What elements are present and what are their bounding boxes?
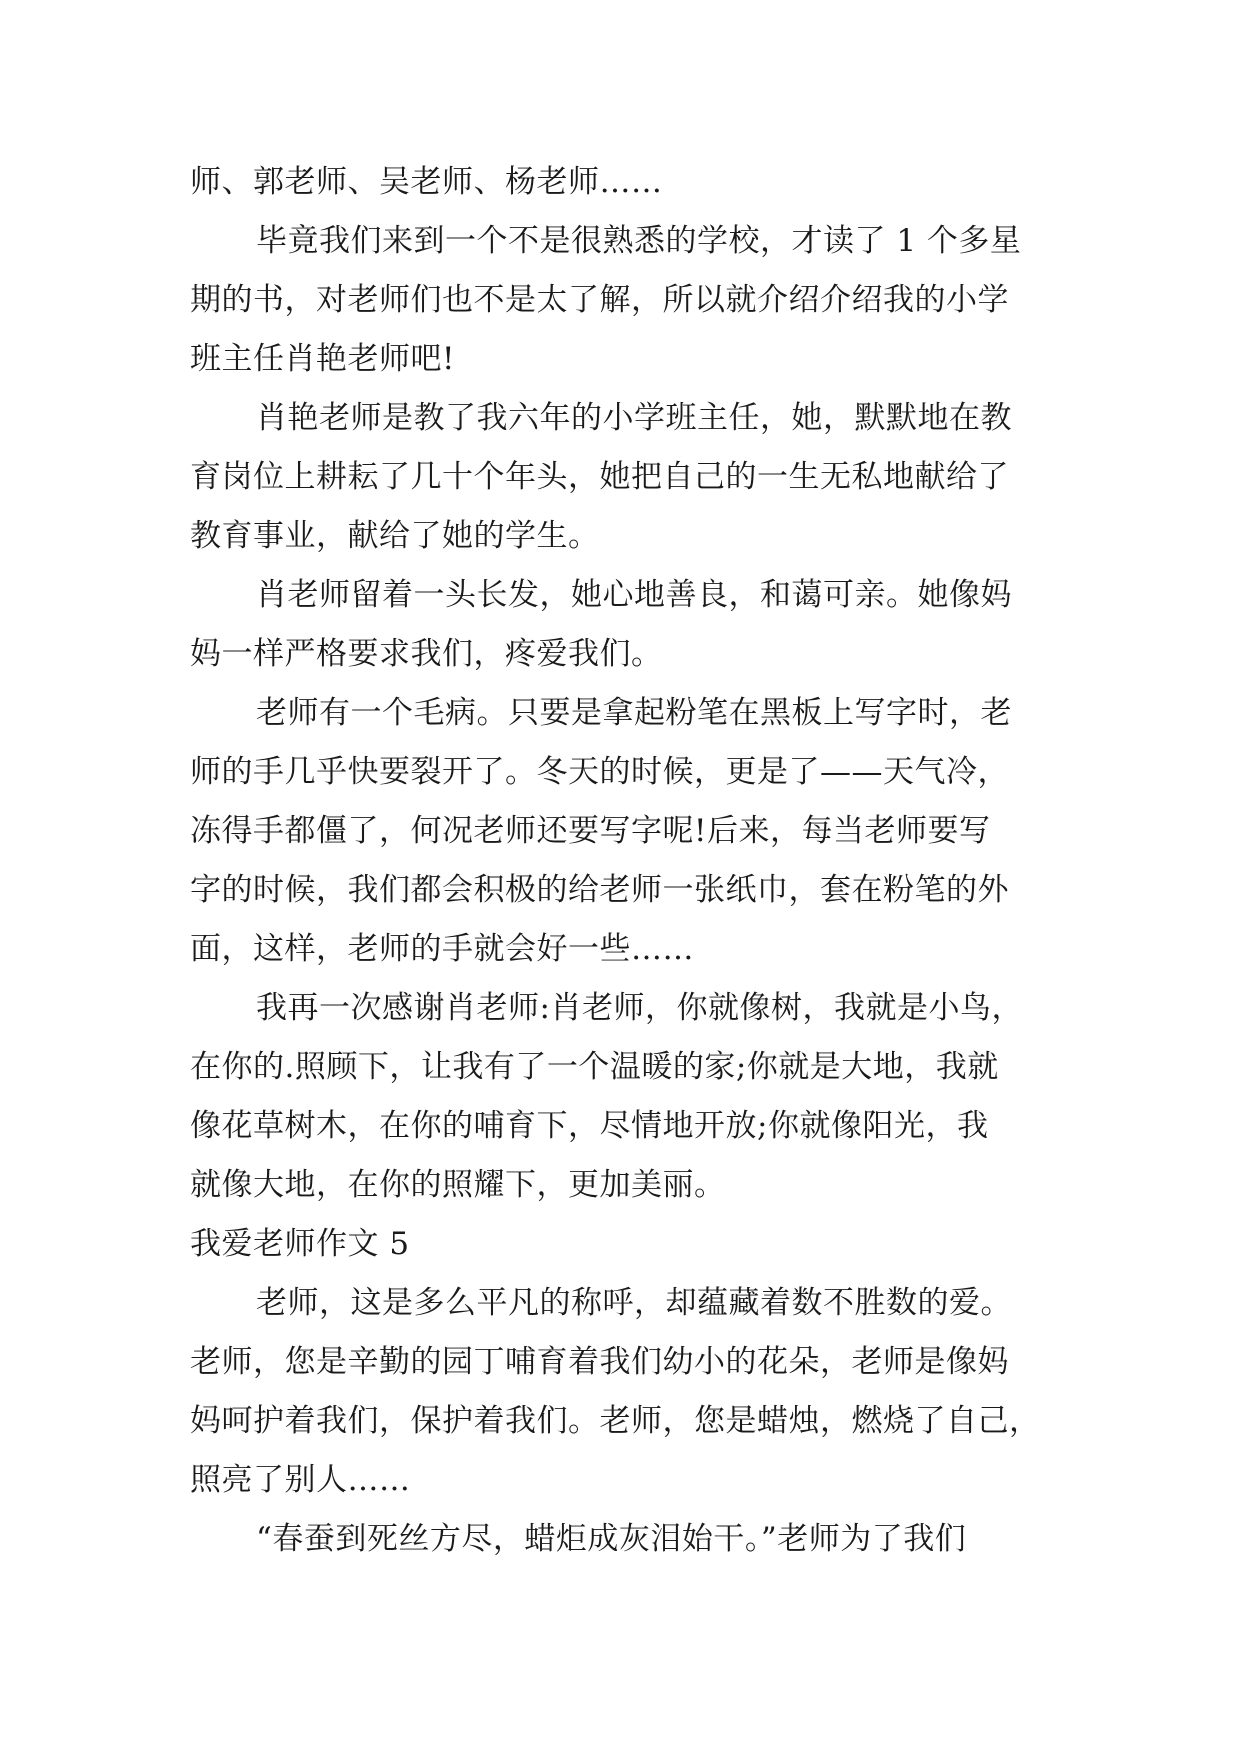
section-heading: 我爱老师作文 5	[190, 1226, 410, 1262]
text-line: 妈一样严格要求我们，疼爱我们。	[190, 636, 663, 672]
text-line: 就像大地，在你的照耀下，更加美丽。	[190, 1167, 726, 1203]
text-line: 班主任肖艳老师吧!	[190, 341, 455, 377]
text-line: 老师，您是辛勤的园丁哺育着我们幼小的花朵，老师是像妈	[190, 1344, 1009, 1380]
text-line: 冻得手都僵了，何况老师还要写字呢!后来，每当老师要写	[190, 813, 991, 849]
text-line: 字的时候，我们都会积极的给老师一张纸巾，套在粉笔的外	[190, 872, 1009, 908]
text-line: 照亮了别人……	[190, 1462, 411, 1498]
text-line: 在你的.照顾下，让我有了一个温暖的家;你就是大地，我就	[190, 1049, 999, 1085]
text-line: 毕竟我们来到一个不是很熟悉的学校，才读了 1 个多星	[256, 223, 1022, 259]
text-line: 老师有一个毛病。只要是拿起粉笔在黑板上写字时，老	[256, 695, 1012, 731]
text-line: 肖老师留着一头长发，她心地善良，和蔼可亲。她像妈	[256, 577, 1012, 613]
text-line: 肖艳老师是教了我六年的小学班主任，她，默默地在教	[256, 400, 1012, 436]
text-line: 育岗位上耕耘了几十个年头，她把自己的一生无私地献给了	[190, 459, 1009, 495]
text-line: “春蚕到死丝方尽，蜡炬成灰泪始干。”老师为了我们	[256, 1521, 967, 1557]
text-line: 教育事业，献给了她的学生。	[190, 518, 600, 554]
text-line: 像花草树木，在你的哺育下，尽情地开放;你就像阳光，我	[190, 1108, 989, 1144]
text-line: 老师，这是多么平凡的称呼，却蕴藏着数不胜数的爱。	[256, 1285, 1012, 1321]
text-line: 面，这样，老师的手就会好一些……	[190, 931, 694, 967]
text-line: 师、郭老师、吴老师、杨老师……	[190, 164, 663, 200]
text-line: 师的手几乎快要裂开了。冬天的时候，更是了——天气冷，	[190, 754, 1009, 790]
text-line: 期的书，对老师们也不是太了解，所以就介绍介绍我的小学	[190, 282, 1009, 318]
text-line: 我再一次感谢肖老师:肖老师，你就像树，我就是小鸟，	[256, 990, 1023, 1026]
text-line: 妈呵护着我们，保护着我们。老师，您是蜡烛，燃烧了自己，	[190, 1403, 1041, 1439]
